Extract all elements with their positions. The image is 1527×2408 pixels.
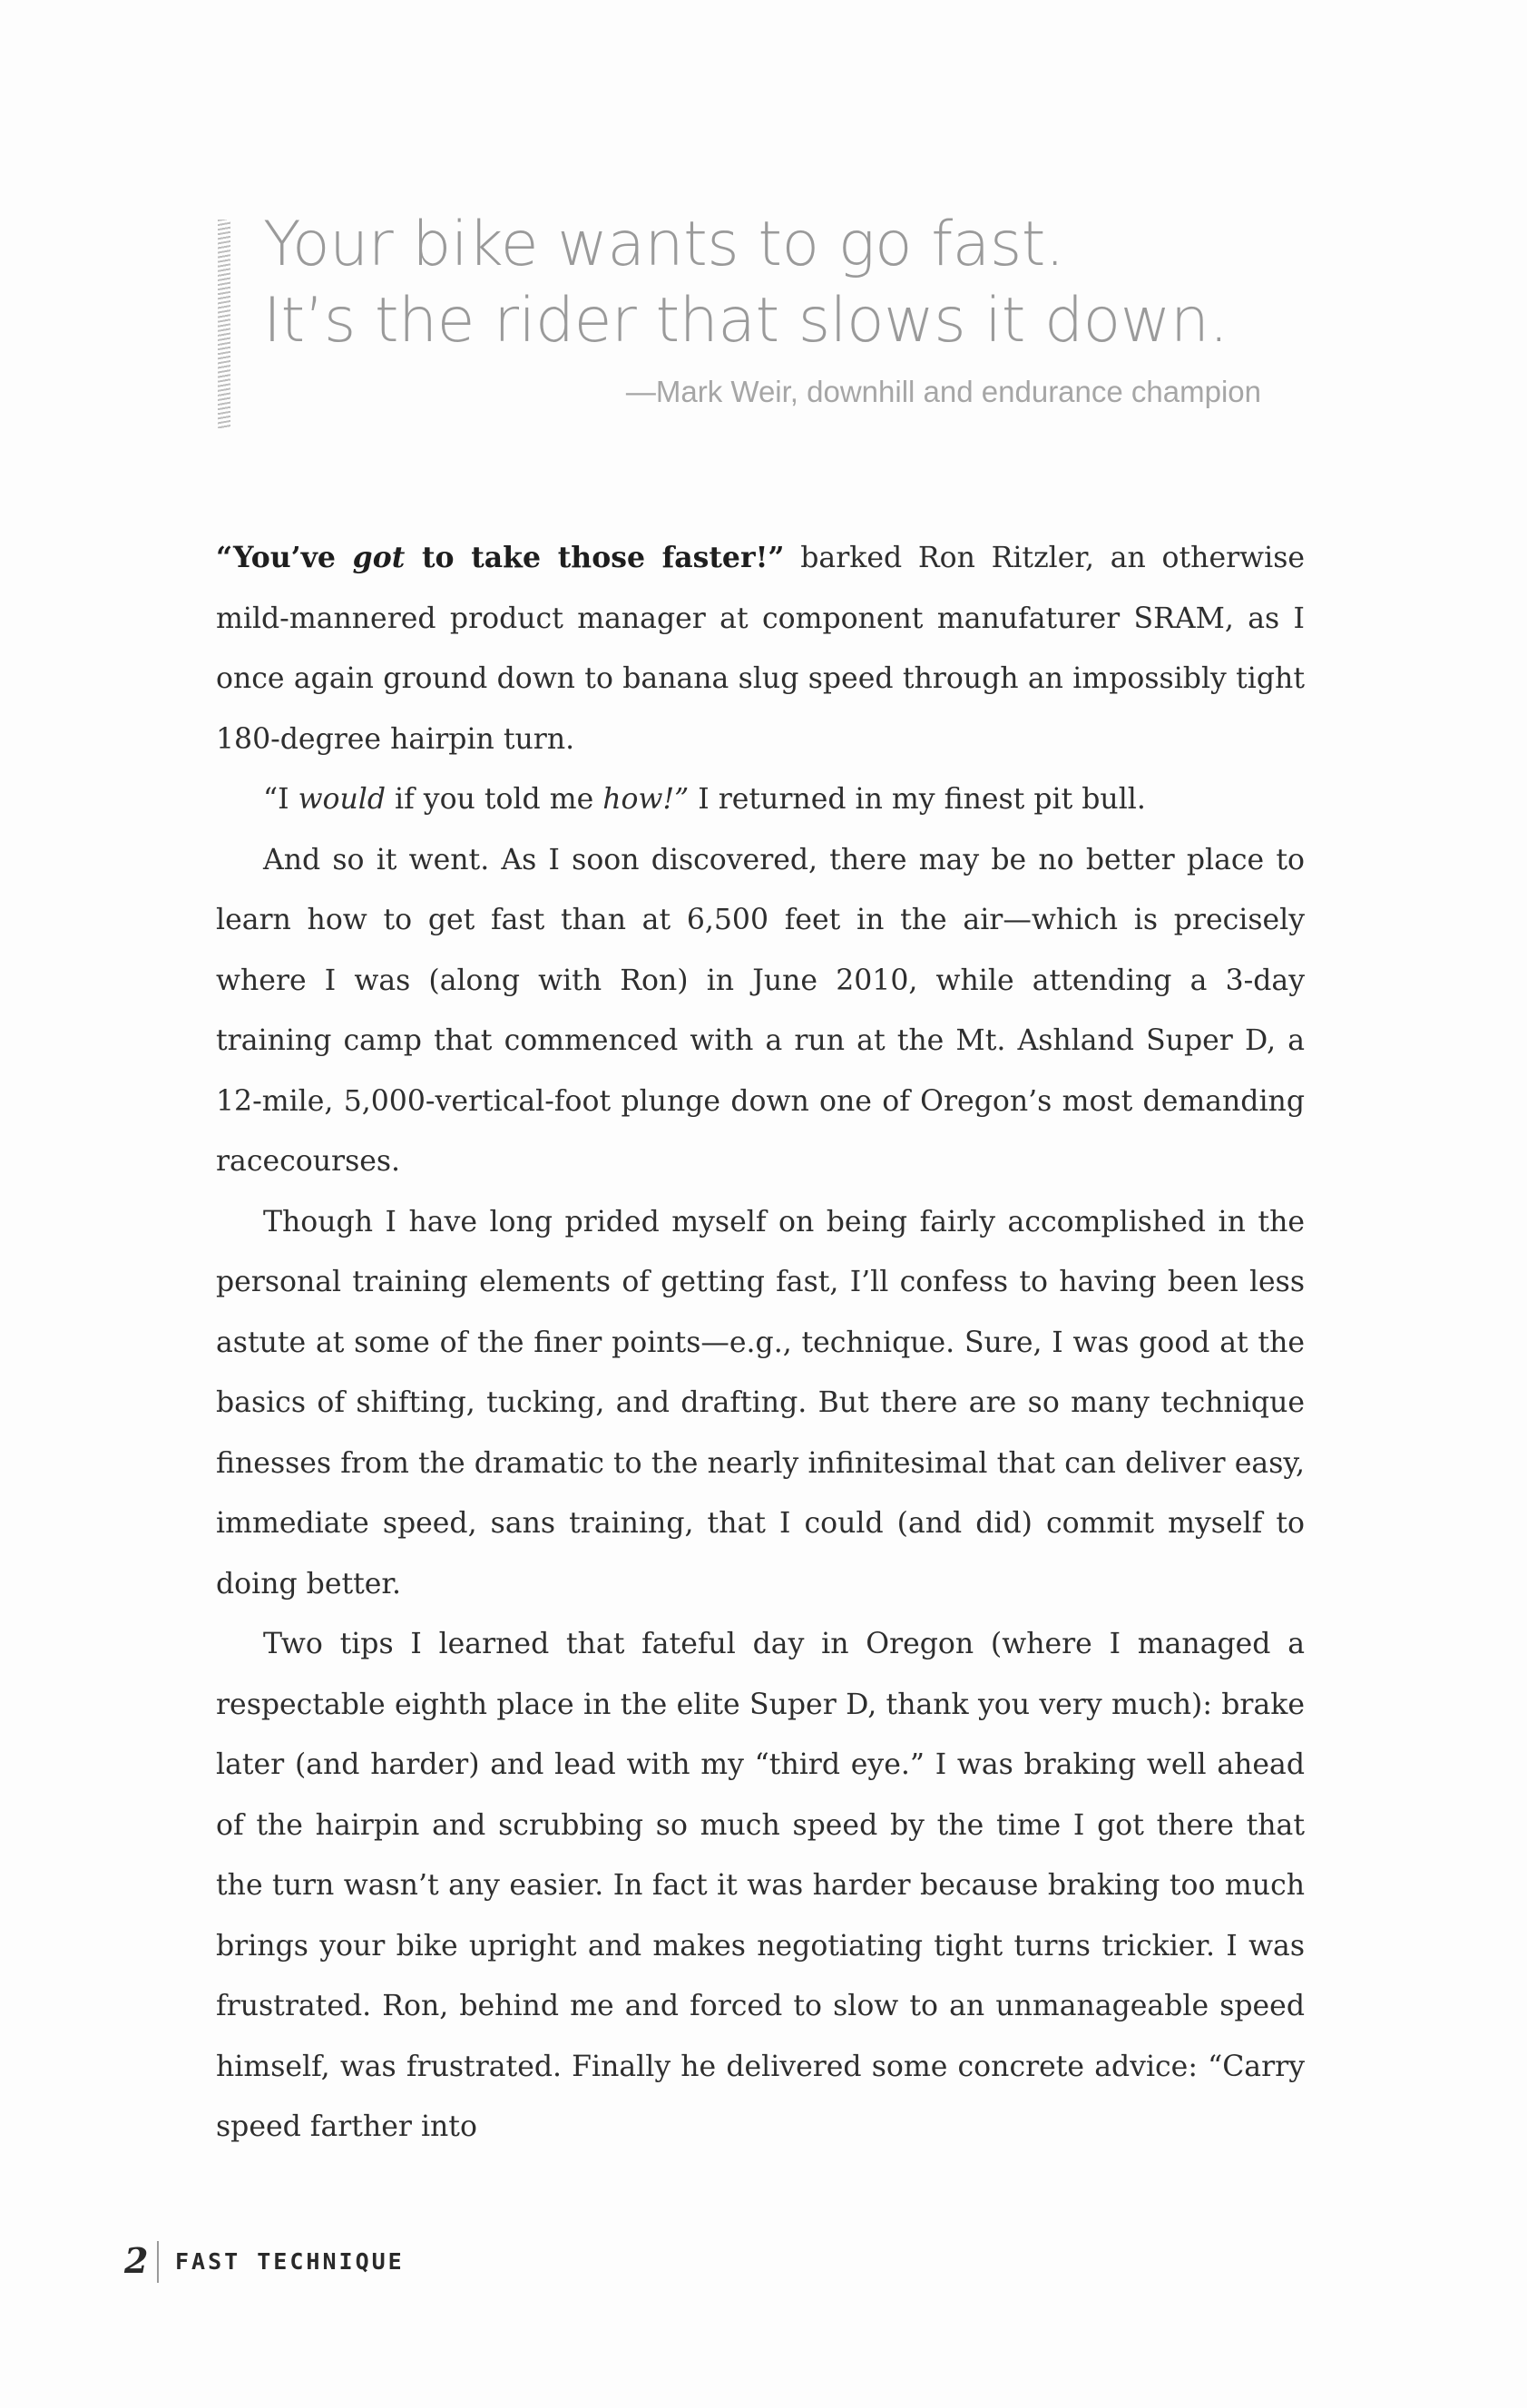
epigraph-attribution: —Mark Weir, downhill and endurance champion — [625, 375, 1261, 408]
paragraph-2 — [216, 769, 1305, 830]
body-text — [216, 528, 1305, 2158]
page-number: 2 — [124, 2240, 149, 2281]
paragraph-2-emphasis-1: would — [298, 783, 387, 816]
paragraph-2-part-c: I returned in my finest pit bull. — [689, 783, 1146, 816]
footer-divider — [157, 2241, 159, 2283]
paragraph-1-text: barked Ron Ritzler, an otherwise mild-mannered product manager at component manufaturer SRAM, as I once again ground down to banana slug speed through an impossibly tight 180-degree hairpin turn. — [216, 542, 1305, 756]
paragraph-4: Though I have long prided myself on being fairly accomplished in the personal training elements of getting fast, I’ll confess to having been less astute at some of the finer points—e.g., technique. Sure, I was good at the basics of shifting, tucking, and drafting. But there are so many technique finesses from the dramatic to the nearly infinitesimal that can deliver easy, immediate speed, sans training, that I could (and did) commit myself to doing better. — [216, 1205, 1305, 1600]
paragraph-2-part-b: if you told me — [386, 783, 603, 816]
lead-in-part-a: “You’ve — [216, 541, 353, 574]
paragraph-2-part-a: “I — [263, 783, 299, 816]
paragraph-3: And so it went. As I soon discovered, there may be no better place to learn how to get fast than at 6,500 feet in the air—which is precisely where I was (along with Ron) in June 2010, while attending a 3-day training camp that commenced with a run at the Mt. Ashland Super D, a 12-mile, 5,000-vertical-foot plunge down one of Oregon’s most demanding racecourses. — [216, 843, 1305, 1178]
paragraph-5: Two tips I learned that fateful day in Oregon (where I managed a respectable eighth place in the elite Super D, thank you very much): brake later (and harder) and lead with my “third eye.” I was braking well ahead of the hairpin and scrubbing so much speed by the time I got there that the turn wasn’t any easier. In fact it was harder because braking too much brings your bike upright and makes negotiating tight turns trickier. I was frustrated. Ron, behind me and forced to slow to an unmanageable speed himself, was frustrated. Finally he delivered some concrete advice: “Carry speed farther into — [216, 1628, 1305, 2143]
epigraph-quote-line-2: It’s the rider that slows it down. — [263, 285, 1228, 357]
paragraph-1 — [216, 528, 1305, 769]
lead-in-quote — [216, 541, 785, 574]
lead-in-emphasis: got — [352, 541, 406, 574]
paragraph-2-emphasis-2: how!” — [602, 783, 690, 816]
lead-in-part-b: to take those faster!” — [405, 541, 785, 574]
epigraph-quote-line-1: Your bike wants to go fast. — [263, 209, 1065, 280]
running-section-title: FAST TECHNIQUE — [175, 2248, 405, 2275]
